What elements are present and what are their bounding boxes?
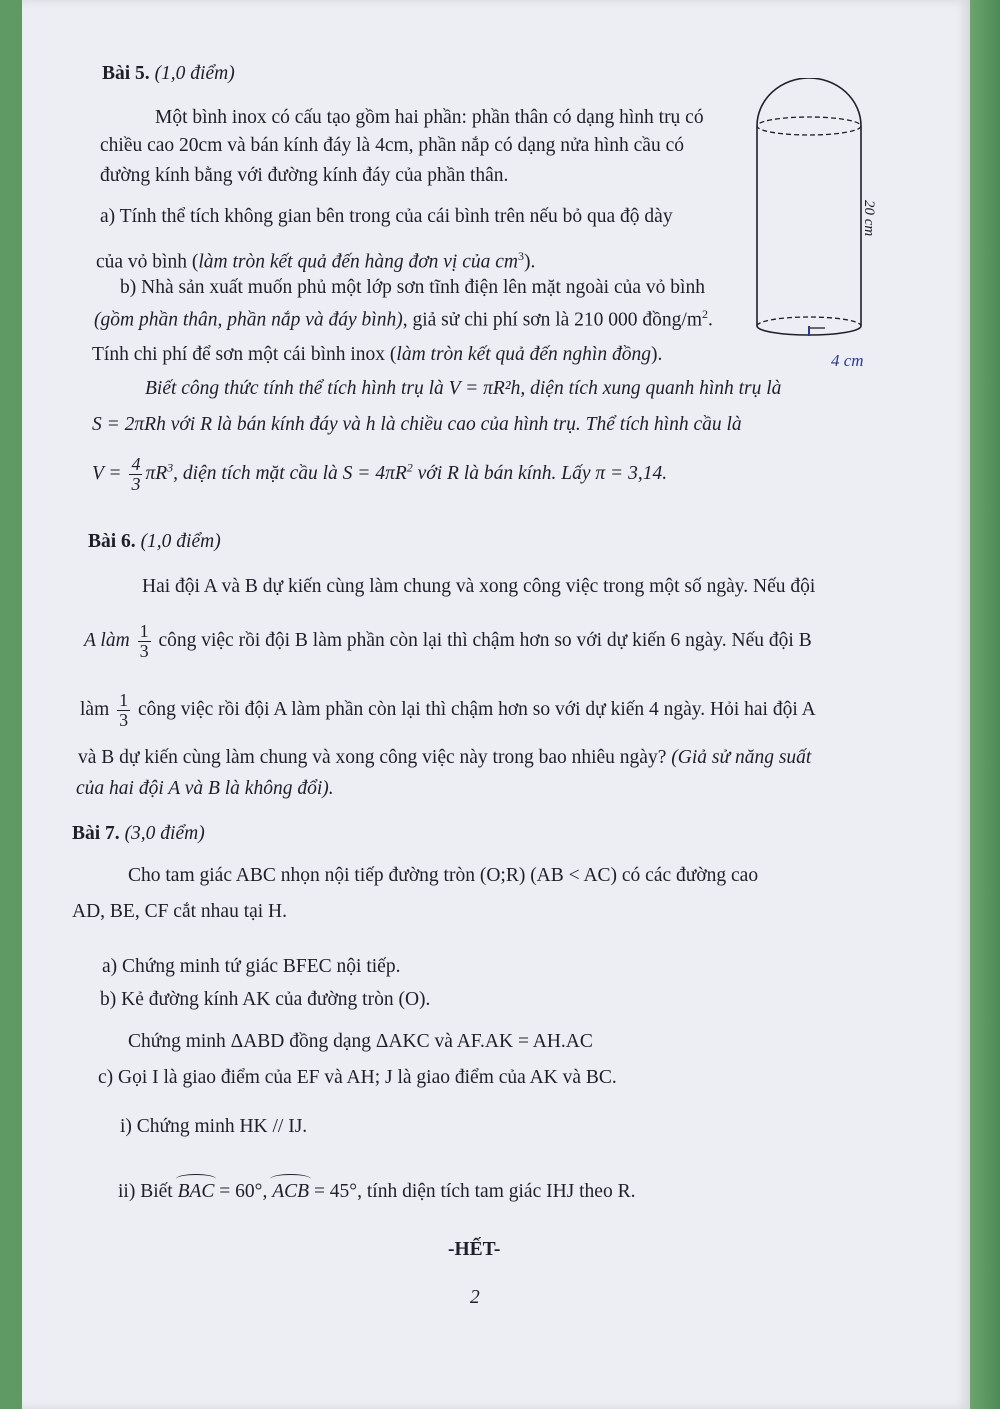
exponent: 3 — [518, 249, 524, 263]
end-marker: -HẾT- — [448, 1239, 501, 1260]
problem-7c-ii-prefix: ii) Biết — [118, 1181, 173, 1202]
top-base-ellipse — [757, 117, 861, 135]
formula-pi-value: với R là bán kính. Lấy π = 3,14. — [412, 462, 668, 484]
problem-5b-line3 — [92, 343, 662, 367]
problem-6-points: (1,0 điểm) — [140, 531, 221, 552]
angle-bac-value: = 60°, — [214, 1181, 268, 1202]
angle-acb-value: = 45°, tính diện tích tam giác IHJ theo R. — [309, 1181, 636, 1202]
exponent: 3 — [167, 460, 174, 475]
angle-bac: BAC — [177, 1181, 215, 1202]
problem-5b-line2 — [94, 302, 713, 333]
fraction-numerator: 4 — [131, 454, 141, 474]
radius-label-handwritten: 4 cm — [831, 351, 864, 370]
problem-7c-i: i) Chứng minh HK // IJ. — [120, 1116, 308, 1137]
exponent: 2 — [406, 460, 413, 475]
problem-5-intro-line1: Một bình inox có cấu tạo gồm hai phần: phần thân có dạng hình trụ có — [155, 107, 704, 128]
fraction-denominator: 3 — [131, 474, 141, 494]
formula-line1: Biết công thức tính thể tích hình trụ là V = πR²h, diện tích xung quanh hình trụ là — [145, 378, 782, 399]
problem-6-title: Bài 6. — [88, 531, 136, 552]
formula-line3 — [92, 455, 667, 494]
problem-6-line2-text: công việc rồi đội B làm phần còn lại thì chậm hơn so với dự kiến 6 ngày. Nếu đội B — [158, 629, 812, 651]
problem-5b-question: Tính chi phí để sơn một cái bình inox ( — [92, 344, 397, 365]
problem-7-title: Bài 7. — [72, 823, 120, 844]
problem-6-team-a: A làm — [84, 629, 130, 651]
problem-5b-cost-text: , giả sử chi phí sơn là 210 000 đồng/m — [402, 309, 702, 331]
problem-5a-text: của vỏ bình ( — [96, 251, 199, 273]
problem-5b-line1: b) Nhà sản xuất muốn phủ một lớp sơn tĩnh điện lên mặt ngoài của vỏ bình — [120, 277, 705, 298]
problem-5-points: (1,0 điểm) — [154, 63, 235, 84]
problem-5b-parts-note: (gồm phần thân, phần nắp và đáy bình) — [94, 309, 403, 331]
problem-7-line2: AD, BE, CF cắt nhau tại H. — [72, 901, 288, 922]
problem-5b-close: ). — [650, 344, 663, 365]
problem-6-lam: làm — [80, 698, 110, 720]
problem-6-line3-text: công việc rồi đội A làm phần còn lại thì chậm hơn so với dự kiến 4 ngày. Hỏi hai đội A — [138, 698, 816, 720]
problem-7b-proof: Chứng minh ΔABD đồng dạng ΔAKC và AF.AK = AH.AC — [128, 1031, 593, 1052]
formula-v-equals: V = — [92, 462, 122, 484]
problem-6-question: và B dự kiến cùng làm chung và xong công việc này trong bao nhiêu ngày? — [78, 747, 672, 768]
exponent: 2 — [702, 307, 708, 321]
problem-5-title: Bài 5. — [102, 63, 150, 84]
formula-line2: S = 2πRh với R là bán kính đáy và h là chiều cao của hình trụ. Thể tích hình cầu là — [92, 414, 742, 435]
problem-6-line4 — [78, 746, 811, 770]
formula-pi-r: πR — [145, 462, 168, 484]
problem-6-line3 — [80, 691, 816, 730]
fraction-numerator: 1 — [119, 690, 129, 710]
angle-acb: ACB — [272, 1181, 310, 1202]
height-label: 20 cm — [861, 200, 877, 237]
bottom-base-back — [757, 317, 861, 326]
exam-page — [22, 0, 970, 1409]
problem-5a-close: ). — [524, 251, 536, 273]
cylinder-figure — [747, 78, 897, 373]
problem-5-intro-line2: chiều cao 20cm và bán kính đáy là 4cm, phần nắp có dạng nửa hình cầu có — [100, 135, 684, 156]
problem-7b: b) Kẻ đường kính AK của đường tròn (O). — [100, 989, 431, 1010]
problem-6-heading — [88, 530, 221, 554]
problem-7-heading — [72, 822, 205, 846]
problem-5a-rounding-note: làm tròn kết quả đến hàng đơn vị của cm — [198, 251, 518, 273]
period: . — [708, 309, 713, 331]
fraction-denominator: 3 — [139, 641, 149, 661]
fraction-one-third — [138, 622, 151, 661]
fraction-numerator: 1 — [139, 621, 149, 641]
fraction-four-thirds — [129, 455, 142, 494]
problem-7c-ii — [118, 1180, 635, 1204]
problem-5b-rounding-note: làm tròn kết quả đến nghìn đồng — [396, 344, 651, 365]
table-background — [970, 0, 1000, 1409]
problem-5a-line1: a) Tính thể tích không gian bên trong của cái bình trên nếu bỏ qua độ dày — [100, 206, 673, 227]
page-number: 2 — [470, 1287, 480, 1308]
problem-6-line2 — [84, 622, 812, 661]
problem-5-heading — [102, 62, 235, 86]
problem-6-line1: Hai đội A và B dự kiến cùng làm chung và xong công việc trong một số ngày. Nếu đội — [142, 576, 816, 597]
problem-5a-line2 — [96, 244, 535, 275]
problem-6-line5: của hai đội A và B là không đổi). — [76, 778, 334, 799]
problem-7-points: (3,0 điểm) — [124, 823, 205, 844]
problem-5-intro-line3: đường kính bằng với đường kính đáy của phần thân. — [100, 165, 509, 186]
problem-6-assumption: (Giả sử năng suất — [671, 747, 812, 768]
fraction-denominator: 3 — [119, 710, 129, 730]
formula-sphere-area: , diện tích mặt cầu là S = 4πR — [173, 462, 407, 484]
fraction-one-third — [117, 691, 130, 730]
problem-7-line1: Cho tam giác ABC nhọn nội tiếp đường tròn (O;R) (AB < AC) có các đường cao — [128, 865, 759, 886]
problem-7c: c) Gọi I là giao điểm của EF và AH; J là giao điểm của AK và BC. — [98, 1067, 617, 1088]
problem-7a: a) Chứng minh tứ giác BFEC nội tiếp. — [102, 956, 401, 977]
hemisphere-lid — [757, 78, 861, 126]
